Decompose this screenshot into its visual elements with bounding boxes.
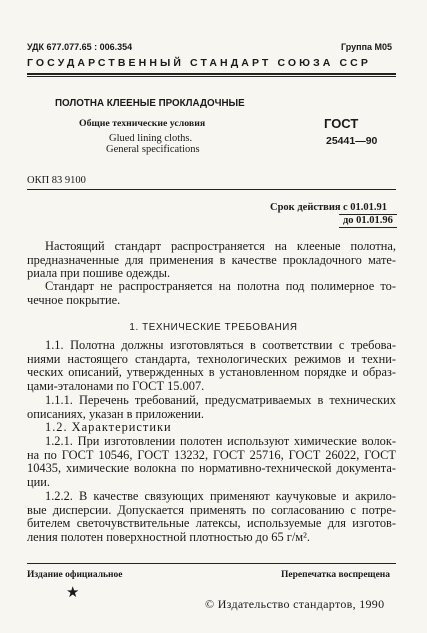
text-line: 1.1.1. Перечень требований, предусматриваемых в технических [45,393,396,407]
text-line: риала при пошиве одежды. [27,266,171,281]
intro-paragraph-1 [27,240,396,281]
validity-label: Срок действия [270,202,341,213]
text-line: 10435, химические волокна по нормативно-технической документа- [27,461,396,476]
title-ru-sub: Общие технические условия [79,118,206,129]
paragraph-1-1 [27,339,396,393]
okp-rule [27,189,396,190]
paragraph-1-2-1 [27,435,396,489]
text-line: ческих описаний, утвержденных в установленном порядке и образ- [27,365,396,380]
text-line: бителем светочувствительные латексы, используемые для изготов- [27,516,396,531]
header-rule-bottom [27,76,396,77]
text-line: ции. [27,474,50,489]
okp-code: ОКП 83 9100 [27,175,86,186]
copyright: © Издательство стандартов, 1990 [205,597,385,611]
reprint-prohibited: Перепечатка воспрещена [281,570,391,580]
intro-paragraph-2 [27,280,396,307]
text-line: Настоящий стандарт распространяется на клееные полотна, [45,239,396,253]
text-line: 1.2.2. В качестве связующих применяют каучуковые и акрило- [45,489,396,503]
paragraph-1-2-2 [27,490,396,544]
validity-from: с 01.01.91 [343,202,388,213]
text-line: на по ГОСТ 10546, ГОСТ 13232, ГОСТ 25716, ГОСТ 26022, ГОСТ [27,447,396,462]
text-line: 1.1. Полотна должны изготовляться в соответствии с требова- [45,338,396,352]
text-line: цами-эталонами по ГОСТ 15.007. [27,378,205,393]
paragraph-1-2-heading [27,421,396,435]
text-line: 1.2. Характеристики [45,420,172,434]
udc-code: УДК 677.077.65 : 006.354 [27,42,133,52]
star-icon: ★ [66,583,80,601]
title-ru: ПОЛОТНА КЛЕЕНЫЕ ПРОКЛАДОЧНЫЕ [55,98,245,109]
title-en-line2: General specifications [106,144,200,155]
text-line: описаниях, указан в приложении. [27,406,204,421]
gost-label: ГОСТ [324,116,359,131]
text-line: ления полотен поверхностной плотностью до 65 г/м². [27,529,310,544]
text-line: ниями настоящего стандарта, технологических режимов и техни- [27,351,396,366]
section-1-heading: 1. ТЕХНИЧЕСКИЕ ТРЕБОВАНИЯ [129,322,298,333]
text-line: вые дисперсии. Допускается применять по согласованию с потре- [27,502,396,517]
validity-to: до 01.01.96 [343,215,393,226]
paragraph-1-1-1 [27,394,396,421]
state-standard-banner: ГОСУДАРСТВЕННЫЙ СТАНДАРТ СОЮЗА ССР [27,57,371,69]
official-edition: Издание официальное [27,570,123,580]
gost-number: 25441—90 [326,135,378,147]
group-code: Группа М05 [341,42,393,52]
text-line: 1.2.1. При изготовлении полотен используют химические волок- [45,434,396,448]
text-line: Стандарт не распространяется на полотна под полимерное то- [45,279,396,293]
header-rule-top [27,73,396,75]
text-line: чечное покрытие. [27,292,121,307]
text-line: предназначенные для применения в качестве прокладочного мате- [27,252,396,267]
validity-rule-bottom [339,227,397,228]
title-en-line1: Glued lining cloths. [109,133,193,144]
footer-rule [27,563,396,564]
